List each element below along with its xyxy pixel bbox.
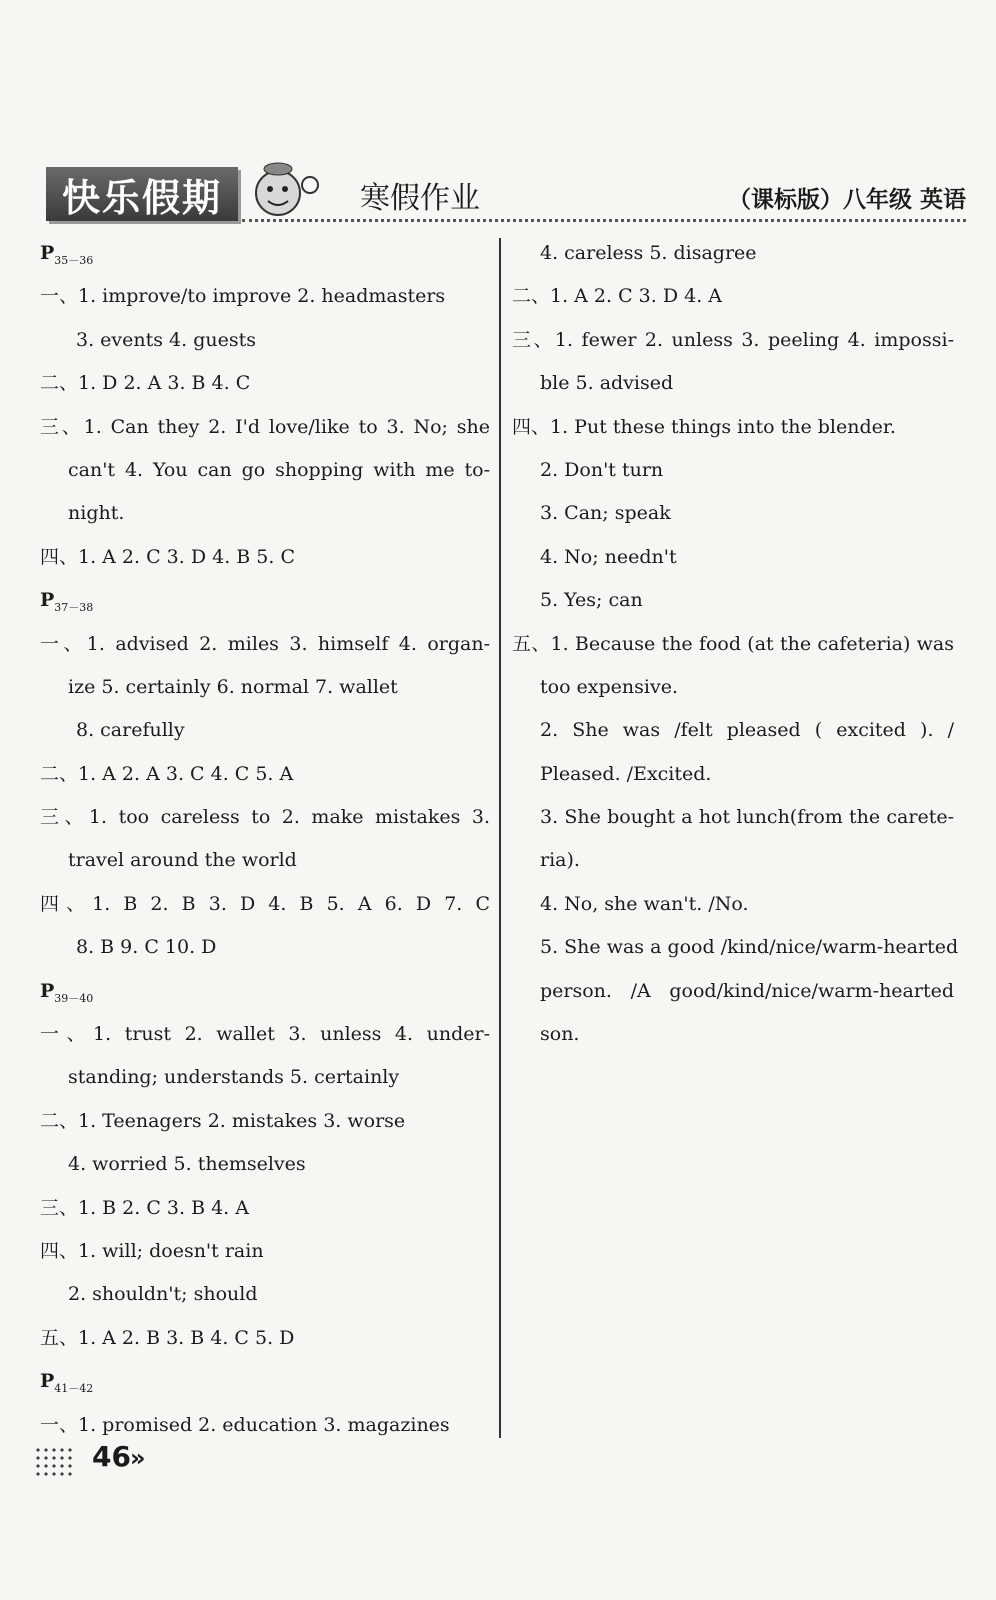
answer-line: 四、1. will; doesn't rain	[40, 1239, 264, 1262]
page-range-letter: P	[40, 1370, 55, 1393]
header-rule	[242, 219, 966, 222]
answer-line: ize 5. certainly 6. normal 7. wallet	[68, 675, 398, 698]
answer-column-right	[512, 232, 959, 1056]
answer-line: 一、1. advised 2. miles 3. himself 4. organ-	[40, 632, 490, 655]
page-range-heading	[40, 1360, 490, 1403]
edition-label: （课标版）八年级 英语	[727, 187, 966, 213]
answer-line: 二、1. A 2. A 3. C 4. C 5. A	[40, 762, 294, 785]
answer-line: 5. She was a good /kind/nice/warm-hearted	[540, 936, 959, 959]
answer-line: 4. No; needn't	[540, 545, 677, 568]
answer-line: travel around the world	[68, 849, 297, 872]
answer-line: 2. She was /felt pleased ( excited ). /	[540, 719, 954, 742]
page-range-heading	[40, 970, 490, 1013]
page-range-numbers: 39－40	[54, 991, 94, 1005]
page-range-numbers: 37－38	[54, 600, 94, 614]
page-range-letter: P	[40, 979, 55, 1002]
answer-line: 8. B 9. C 10. D	[76, 936, 217, 959]
answer-line: 二、1. D 2. A 3. B 4. C	[40, 372, 251, 395]
book-title: 寒假作业	[360, 181, 480, 216]
answer-line: 一、1. trust 2. wallet 3. unless 4. under-	[40, 1023, 490, 1046]
answer-line: 2. Don't turn	[540, 458, 664, 481]
answer-line: ble 5. advised	[540, 372, 674, 395]
answer-line: 二、1. Teenagers 2. mistakes 3. worse	[40, 1109, 406, 1132]
answer-line: ria).	[540, 849, 580, 872]
double-arrow-icon: »	[130, 1444, 146, 1472]
answer-line: 5. Yes; can	[540, 589, 643, 612]
answer-line: 4. No, she wan't. /No.	[540, 892, 749, 915]
answer-line: 一、1. promised 2. education 3. magazines	[40, 1413, 450, 1436]
answer-line: 4. worried 5. themselves	[68, 1153, 306, 1176]
answer-line: 五、1. A 2. B 3. B 4. C 5. D	[40, 1326, 295, 1349]
answer-line: Pleased. /Excited.	[540, 762, 712, 785]
mascot-icon	[242, 155, 332, 225]
answer-line: 3. events 4. guests	[76, 328, 256, 351]
page-range-numbers: 41－42	[54, 1381, 94, 1395]
answer-line: 二、1. A 2. C 3. D 4. A	[512, 285, 723, 308]
answer-line: 4. careless 5. disagree	[540, 242, 757, 264]
answer-line: can't 4. You can go shopping with me to-	[68, 458, 490, 481]
answer-line: 四、1. Put these things into the blender.	[512, 415, 896, 438]
page-number: 46	[92, 1440, 131, 1473]
column-divider	[499, 238, 501, 1438]
dot-pattern-icon	[34, 1446, 74, 1478]
answer-line: person. /A good/kind/nice/warm-hearted	[540, 979, 954, 1002]
answer-line: 三、1. too careless to 2. make mistakes 3.	[40, 806, 490, 829]
answer-column-left	[40, 232, 490, 1447]
page-range-letter: P	[40, 589, 55, 612]
page-header	[42, 155, 966, 225]
page-range-heading	[40, 232, 490, 275]
answer-line: 三、1. Can they 2. I'd love/like to 3. No; she	[40, 415, 490, 438]
answer-line: too expensive.	[540, 675, 679, 698]
answer-line: 2. shouldn't; should	[68, 1283, 258, 1306]
brand-logo: 快乐假期	[46, 167, 238, 221]
answer-line: 3. She bought a hot lunch(from the carete-	[540, 806, 954, 829]
page-range-numbers: 35－36	[54, 253, 94, 267]
page-footer	[34, 1440, 234, 1484]
answer-line: 四、1. A 2. C 3. D 4. B 5. C	[40, 545, 295, 568]
answer-line: 五、1. Because the food (at the cafeteria) was	[512, 632, 954, 655]
answer-line: 三、1. fewer 2. unless 3. peeling 4. impossi-	[512, 328, 954, 351]
answer-line: son.	[540, 1023, 580, 1046]
answer-line: night.	[68, 502, 125, 525]
answer-line: 8. carefully	[76, 719, 185, 742]
page-range-heading	[40, 579, 490, 622]
page-range-letter: P	[40, 242, 55, 264]
answer-line: standing; understands 5. certainly	[68, 1066, 400, 1089]
answer-line: 四、1. B 2. B 3. D 4. B 5. A 6. D 7. C	[40, 892, 490, 915]
answer-line: 3. Can; speak	[540, 502, 671, 525]
answer-line: 三、1. B 2. C 3. B 4. A	[40, 1196, 249, 1219]
answer-line: 一、1. improve/to improve 2. headmasters	[40, 285, 446, 308]
